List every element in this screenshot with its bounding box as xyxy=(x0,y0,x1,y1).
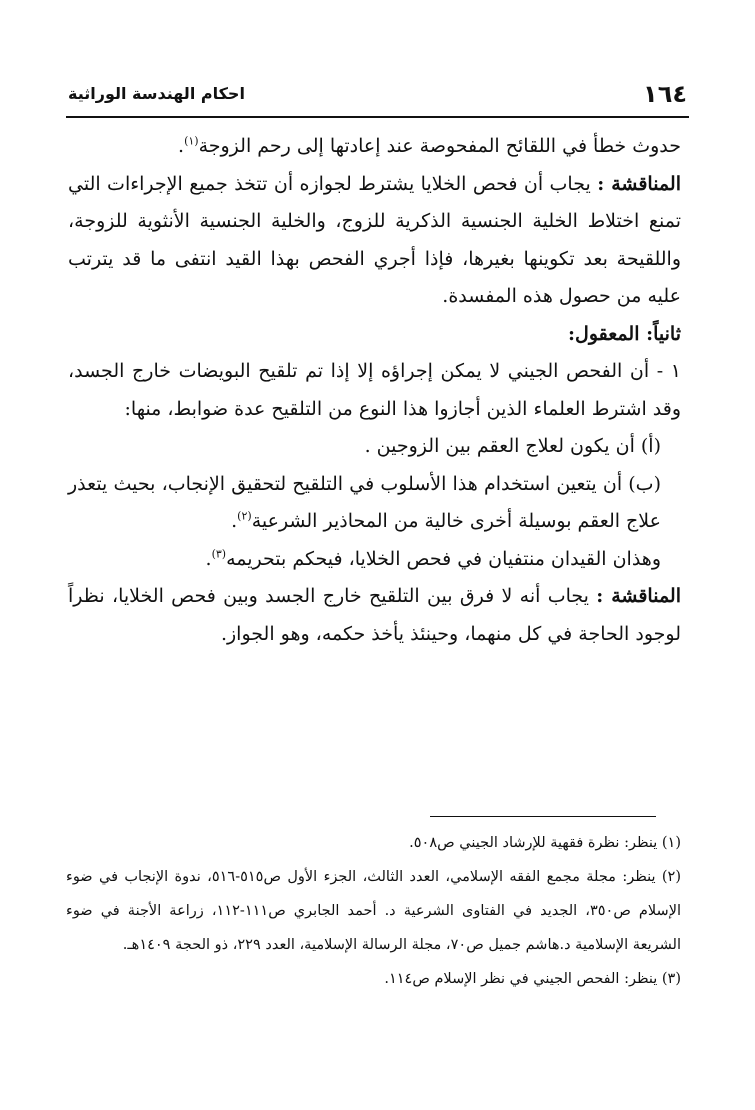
paragraph-text: ١ - أن الفحص الجيني لا يمكن إجراؤه إلا إذا تم تلقيح البويضات خارج الجسد، وقد اشترط العلماء الذين أجازوا هذا النوع من التلقيح عدة ضوابط، منها: xyxy=(68,360,681,420)
paragraph-discussion-2 xyxy=(68,578,681,653)
paragraph-condition-b xyxy=(68,466,681,541)
section-heading: ثانياً: المعقول: xyxy=(568,322,681,345)
paragraph-text: يجاب أنه لا فرق بين التلقيح خارج الجسد وبين فحص الخلايا، نظراً لوجود الحاجة في كل منهما، وحينئذ يأخذ حكمه، وهو الجواز. xyxy=(68,585,681,645)
footnote-separator xyxy=(430,816,656,817)
page-number: ١٦٤ xyxy=(643,80,687,108)
paragraph-discussion-1 xyxy=(68,166,681,316)
header-rule xyxy=(66,116,689,118)
footnote-ref-3: (٣) xyxy=(211,547,227,561)
paragraph-text: يجاب أن فحص الخلايا يشترط لجوازه أن تتخذ جميع الإجراءات التي تمنع اختلاط الخلية الجنسية الذكرية للزوج، والخلية الجنسية الأنثوية للزوجة، واللقيحة بعد تكوينها بغيرها، فإذا أجري الفحص بهذا القيد انتفى ما قد يترتب عليه من حصول هذه المفسدة. xyxy=(68,172,681,307)
footnote-3: (٣) ينظر: الفحص الجيني في نظر الإسلام ص١١٤. xyxy=(384,971,681,987)
paragraph-text: (ب) أن يتعين استخدام هذا الأسلوب في التلقيح لتحقيق الإنجاب، بحيث يتعذر علاج العقم بوسيلة أخرى خالية من المحاذير الشرعية xyxy=(68,472,661,532)
main-text xyxy=(68,128,681,653)
paragraph-condition-a xyxy=(68,428,681,466)
discussion-term: المناقشة : xyxy=(597,172,681,195)
footnote-ref-2: (٢) xyxy=(237,509,252,523)
paragraph-text: (أ) أن يكون لعلاج العقم بين الزوجين . xyxy=(364,435,661,457)
page-header xyxy=(66,78,689,114)
paragraph-text: وهذان القيدان منتفيان في فحص الخلايا، فيحكم بتحريمه xyxy=(226,547,661,570)
paragraph-end: . xyxy=(231,510,238,532)
paragraph-end: . xyxy=(205,547,212,570)
paragraph-ruling xyxy=(68,541,681,579)
paragraph-continuation xyxy=(68,128,681,166)
paragraph-point-1 xyxy=(68,353,681,428)
footnotes xyxy=(66,826,681,996)
discussion-term: المناقشة : xyxy=(596,585,681,607)
footnote-1: (١) ينظر: نظرة فقهية للإرشاد الجيني ص٥٠٨. xyxy=(409,835,681,851)
footnote-ref-1: (١) xyxy=(184,134,199,148)
running-title: احكام الهندسة الوراثية xyxy=(68,84,245,103)
paragraph-text: حدوث خطأ في اللقائح المفحوصة عند إعادتها إلى رحم الزوجة xyxy=(198,135,681,157)
paragraph-end: . xyxy=(178,135,185,157)
footnote-2: (٢) ينظر: مجلة مجمع الفقه الإسلامي، العدد الثالث، الجزء الأول ص٥١٥-٥١٦، ندوة الإنجاب في ضوء الإسلام ص٣٥٠، الجديد في الفتاوى الشرعية د. أحمد الجابري ص١١١-١١٢، زراعة الأجنة في ضوء الشريعة الإسلامية د.هاشم جميل ص٧٠، مجلة الرسالة الإسلامية، العدد ٢٢٩، ذو الحجة ١٤٠٩هـ. xyxy=(66,869,682,953)
